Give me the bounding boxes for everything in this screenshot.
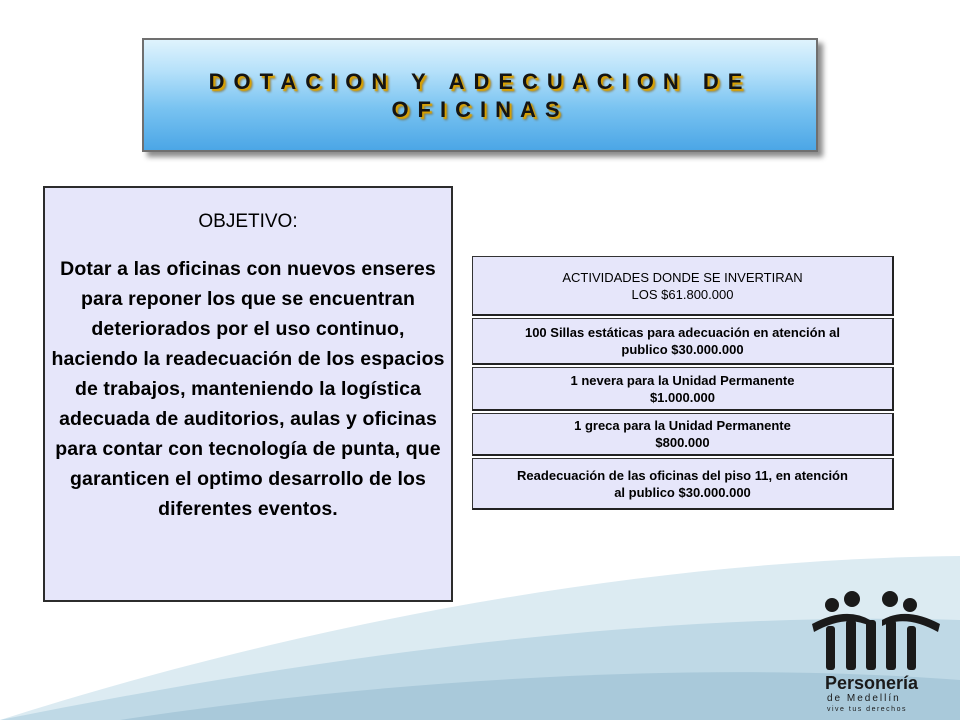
logo-slogan: vive tus derechos [827,706,907,713]
activity-item-line-1: Readecuación de las oficinas del piso 11, en atención [517,467,848,483]
objective-panel [43,186,453,602]
logo-name: Personería [825,673,919,693]
activity-item-line-1: 1 nevera para la Unidad Permanente [570,372,795,388]
personeria-logo [806,590,946,715]
activity-item-line-2: publico $30.000.000 [621,342,744,357]
activity-item [472,458,894,510]
activities-header-line-1: ACTIVIDADES DONDE SE INVERTIRAN [562,269,803,285]
activity-item [472,318,894,365]
objective-heading: OBJETIVO: [198,211,298,232]
title-line-2: OFICINAS [391,97,569,122]
page-title [144,68,816,124]
activity-item-line-2: al publico $30.000.000 [614,484,751,500]
title-line-1: DOTACION Y ADECUACION DE [208,69,752,94]
activity-item-line-2: $1.000.000 [649,389,716,405]
activities-header [472,256,894,316]
activity-item-line-1: 1 greca para la Unidad Permanente [574,418,791,433]
objective-body: Dotar a las oficinas con nuevos enseres para reponer los que se encuentran deteriorados por el uso continuo, haciendo la readecuación de los espacios de trabajos, manteniendo la logística adecuada de auditorios, aulas y oficinas para contar con tecnología de punta, que garanticen el optimo desarrollo de los diferentes eventos. [51,258,445,520]
activity-item-line-1: 100 Sillas estáticas para adecuación en atención al [524,325,841,340]
activity-item [472,413,894,456]
activity-item [472,367,894,411]
activity-item-line-2: $800.000 [655,435,710,450]
title-banner [142,38,818,152]
logo-city: de Medellín [827,693,901,704]
activities-header-line-2: LOS $61.800.000 [631,286,734,302]
